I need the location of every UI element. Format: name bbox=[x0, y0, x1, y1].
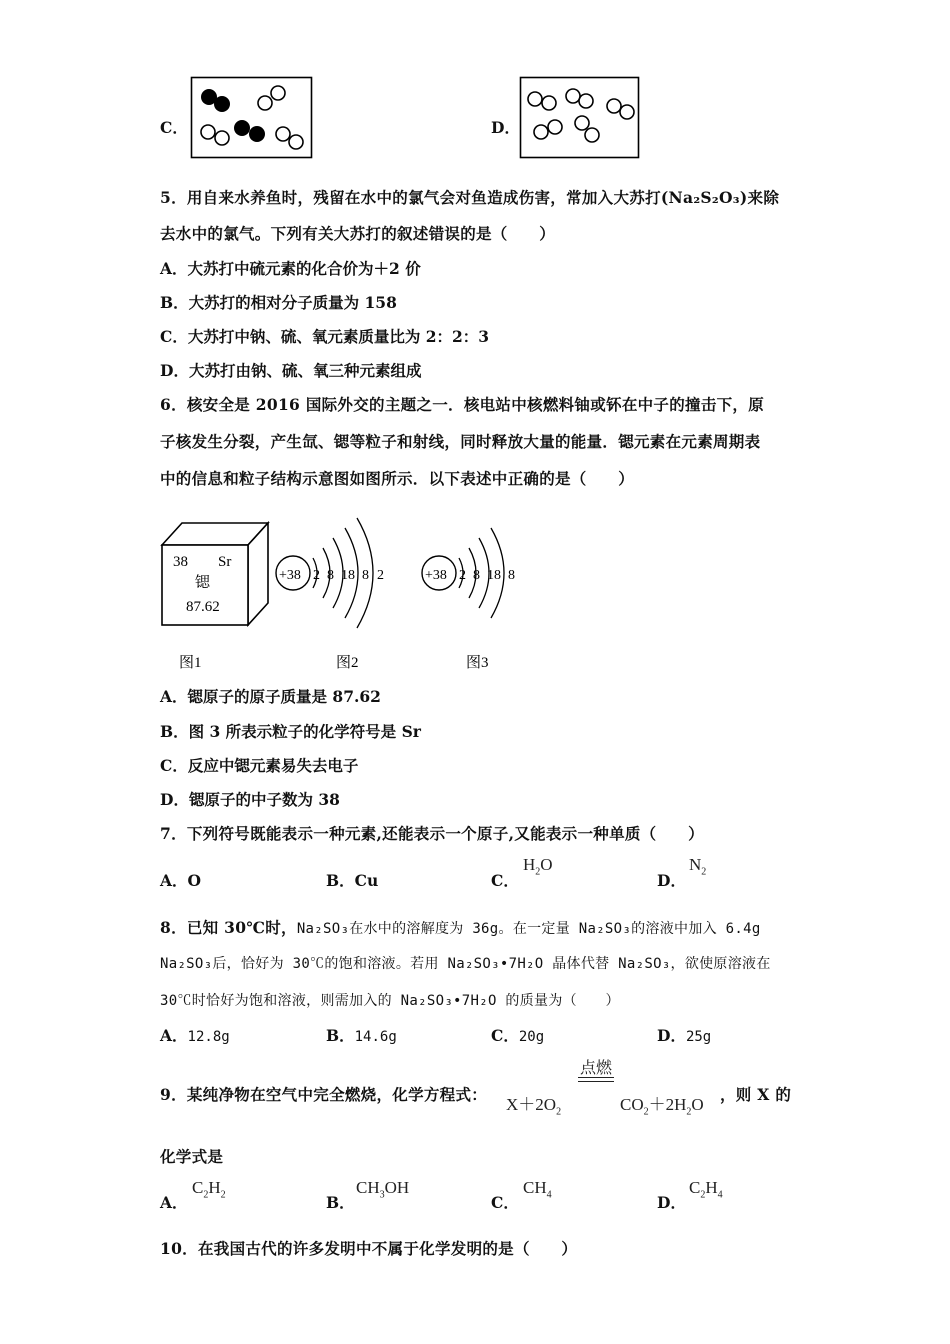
q9-option-c-value: $CH_4$ bbox=[523, 1178, 552, 1201]
element-name: 锶 bbox=[195, 575, 211, 591]
q8-option-a bbox=[160, 1024, 230, 1046]
q10-stem: 10．在我国古代的许多发明中不属于化学发明的是（ ） bbox=[160, 1239, 578, 1258]
q8-option-b bbox=[326, 1024, 397, 1046]
element-cell bbox=[162, 523, 268, 625]
q7-option-d-label: D． bbox=[657, 871, 686, 890]
q5-option-b: B．大苏打的相对分子质量为 158 bbox=[160, 293, 397, 312]
q9-stem-tail: ，则 X 的 bbox=[720, 1085, 792, 1104]
q9-equals-line-top bbox=[578, 1077, 614, 1078]
q7-option-a-label: A． bbox=[160, 871, 188, 890]
q8-option-a-label: A． bbox=[160, 1026, 188, 1045]
shell-2-count: 8 bbox=[327, 568, 334, 583]
q9-equation-lhs: $X+2O_2$ bbox=[506, 1095, 562, 1118]
q6-option-c: C．反应中锶元素易失去电子 bbox=[160, 756, 359, 775]
q9-option-a-label: A． bbox=[160, 1193, 188, 1212]
q8-stem-line1-a: 8．已知 30℃时， bbox=[160, 918, 297, 937]
q9-option-a-value: $C_2H_2$ bbox=[192, 1178, 226, 1201]
q9-option-d-value: $C_2H_4$ bbox=[689, 1178, 723, 1201]
q7-option-b-value: Cu bbox=[354, 871, 379, 890]
shell-5-count: 2 bbox=[377, 568, 384, 583]
ion-shell-3-count: 18 bbox=[487, 568, 501, 583]
q6-option-d: D．锶原子的中子数为 38 bbox=[160, 790, 340, 809]
q7-option-c-label: C． bbox=[491, 871, 519, 890]
q8-option-c-value: 20g bbox=[518, 1029, 545, 1045]
q8-option-c-label: C． bbox=[491, 1026, 519, 1045]
shell-4-count: 8 bbox=[362, 568, 369, 583]
caption-fig2: 图2 bbox=[336, 655, 359, 671]
q5-option-c: C．大苏打中钠、硫、氧元素质量比为 2：2：3 bbox=[160, 327, 490, 346]
q7-option-a bbox=[160, 869, 201, 891]
q9-stem-line2: 化学式是 bbox=[160, 1147, 224, 1166]
q8-option-d-label: D． bbox=[657, 1026, 686, 1045]
q7-option-b-label: B． bbox=[326, 871, 355, 890]
q8-option-b-label: B． bbox=[326, 1026, 355, 1045]
q8-stem-line1-b: Na₂SO₃在水中的溶解度为 36g。在一定量 Na₂SO₃的溶液中加入 6.4g bbox=[296, 921, 761, 937]
ion-nucleus-charge: +38 bbox=[425, 568, 447, 583]
q9-equals-line-bottom bbox=[578, 1081, 614, 1082]
ion-shell-4-count: 8 bbox=[508, 568, 515, 583]
element-symbol: Sr bbox=[218, 554, 232, 570]
q9-stem: 9．某纯净物在空气中完全燃烧，化学方程式： bbox=[160, 1085, 488, 1104]
q9-option-d-label: D． bbox=[657, 1193, 686, 1212]
q9-option-b-value: $CH_3OH$ bbox=[356, 1178, 410, 1201]
q5-stem-line2: 去水中的氯气。下列有关大苏打的叙述错误的是（ ） bbox=[160, 224, 556, 243]
q4-option-c-label: C． bbox=[160, 118, 188, 137]
q8-option-d-value: 25g bbox=[685, 1029, 712, 1045]
ion-shell-2-count: 8 bbox=[473, 568, 480, 583]
caption-fig3: 图3 bbox=[466, 655, 489, 671]
q6-option-a: A．锶原子的原子质量是 87.62 bbox=[160, 687, 381, 706]
q6-option-b: B．图 3 所表示粒子的化学符号是 Sr bbox=[160, 722, 421, 741]
q9-reaction-condition: 点燃 bbox=[580, 1060, 613, 1077]
q9-option-c-label: C． bbox=[491, 1193, 519, 1212]
atom-structure-diagram bbox=[276, 518, 384, 628]
shell-1-count: 2 bbox=[313, 568, 320, 583]
q7-option-a-value: O bbox=[187, 871, 202, 890]
ion-shell-1-count: 2 bbox=[459, 568, 466, 583]
q9-equation-rhs: $CO_2+2H_2O$ bbox=[620, 1095, 704, 1118]
q8-option-d bbox=[657, 1024, 711, 1046]
atomic-number: 38 bbox=[173, 554, 188, 570]
q6-stem-line1: 6．核安全是 2016 国际外交的主题之一．核电站中核燃料铀或钚在中子的撞击下，原 bbox=[160, 395, 765, 414]
caption-fig1: 图1 bbox=[179, 655, 202, 671]
q4-option-c-diagram bbox=[190, 76, 314, 160]
q8-option-c bbox=[491, 1024, 544, 1046]
q8-option-a-value: 12.8g bbox=[187, 1029, 230, 1045]
ion-structure-diagram bbox=[422, 528, 515, 618]
q6-stem-line3: 中的信息和粒子结构示意图如图所示．以下表述中正确的是（ ） bbox=[160, 469, 635, 488]
q8-stem-line1 bbox=[160, 916, 761, 938]
q4-option-d-label: D． bbox=[491, 118, 520, 137]
q7-stem: 7．下列符号既能表示一种元素,还能表示一个原子,又能表示一种单质（ ） bbox=[160, 824, 704, 843]
q5-option-a: A．大苏打中硫元素的化合价为＋2 价 bbox=[160, 259, 421, 278]
q9-option-b-label: B． bbox=[326, 1193, 355, 1212]
q7-option-b bbox=[326, 869, 378, 891]
q8-stem-line2: Na₂SO₃后，恰好为 30℃的饱和溶液。若用 Na₂SO₃•7H₂O 晶体代替 Na₂SO₃，欲使原溶液在 bbox=[160, 956, 771, 972]
q5-option-d: D．大苏打由钠、硫、氧三种元素组成 bbox=[160, 361, 422, 380]
q7-option-d-value: $N_2$ bbox=[689, 855, 707, 878]
q6-stem-line2: 子核发生分裂，产生氙、锶等粒子和射线，同时释放大量的能量．锶元素在元素周期表 bbox=[160, 432, 761, 451]
atomic-mass: 87.62 bbox=[186, 599, 220, 615]
q7-option-c-value: $H_2O$ bbox=[523, 855, 553, 878]
q8-option-b-value: 14.6g bbox=[354, 1029, 397, 1045]
q5-stem-line1: 5．用自来水养鱼时，残留在水中的氯气会对鱼造成伤害，常加入大苏打(Na₂S₂O₃)来除 bbox=[160, 188, 780, 207]
q8-stem-line3: 30℃时恰好为饱和溶液，则需加入的 Na₂SO₃•7H₂O 的质量为（ ） bbox=[160, 993, 620, 1009]
q4-option-d-diagram bbox=[519, 76, 641, 160]
q6-figure bbox=[155, 495, 535, 675]
shell-3-count: 18 bbox=[341, 568, 355, 583]
nucleus-charge: +38 bbox=[279, 568, 301, 583]
